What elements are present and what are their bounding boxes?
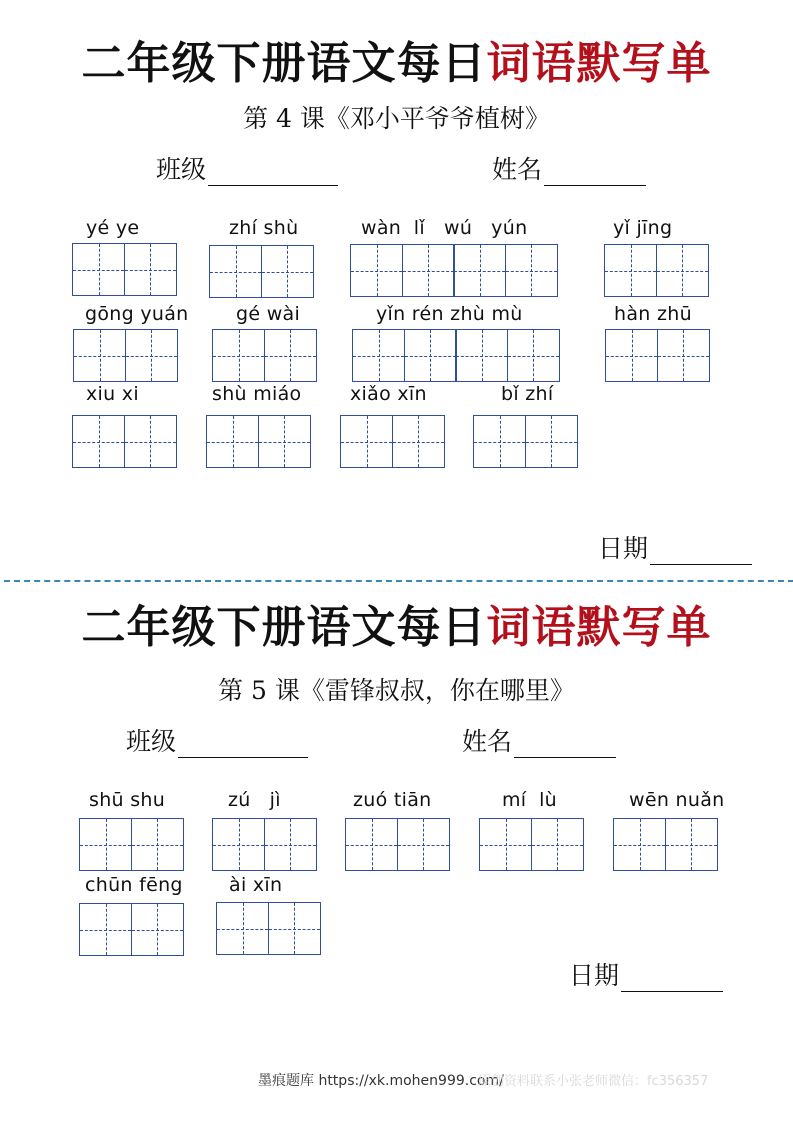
sheet2-title-red: 词语默写单 xyxy=(486,602,712,653)
grid-cell[interactable] xyxy=(402,244,455,297)
sheet1-writing-grid-9[interactable] xyxy=(72,415,177,468)
grid-cell[interactable] xyxy=(473,415,526,468)
sheet2-name-field xyxy=(462,726,616,758)
sheet1-writing-grid-3[interactable] xyxy=(350,244,558,297)
sheet2-name-label: 姓名 xyxy=(462,727,513,756)
grid-cell[interactable] xyxy=(212,329,265,382)
grid-cell[interactable] xyxy=(73,329,126,382)
sheet2-date-label: 日期 xyxy=(569,961,620,990)
sheet1-lesson-title: 第 4 课《邓小平爷爷植树》 xyxy=(243,104,550,133)
grid-cell[interactable] xyxy=(352,329,405,382)
grid-cell[interactable] xyxy=(79,818,132,871)
grid-cell[interactable] xyxy=(124,243,177,296)
grid-cell[interactable] xyxy=(340,415,393,468)
grid-cell[interactable] xyxy=(531,818,584,871)
grid-cell[interactable] xyxy=(505,244,558,297)
sheet2-title-black: 二年级下册语文每日 xyxy=(81,602,487,653)
grid-cell[interactable] xyxy=(131,903,184,956)
sheet1-class-label: 班级 xyxy=(156,155,207,184)
sheet2-class-line[interactable] xyxy=(178,731,308,758)
sheet2-writing-grid-1[interactable] xyxy=(79,818,184,871)
grid-cell[interactable] xyxy=(268,902,321,955)
sheet1-pinyin-6: gé wài xyxy=(236,303,301,325)
grid-cell[interactable] xyxy=(604,244,657,297)
grid-cell[interactable] xyxy=(404,329,457,382)
grid-cell[interactable] xyxy=(216,902,269,955)
sheet1-title xyxy=(0,36,793,92)
sheet1-pinyin-8: hàn zhū xyxy=(614,303,692,325)
sheet2-date-field xyxy=(569,960,723,992)
sheet2-pinyin-2: zú jì xyxy=(228,789,281,811)
footer-site: 墨痕题库 https://xk.mohen999.com/ xyxy=(258,1073,504,1089)
grid-cell[interactable] xyxy=(455,329,508,382)
sheet1-name-field xyxy=(492,154,646,186)
sheet2-writing-grid-5[interactable] xyxy=(613,818,718,871)
grid-cell[interactable] xyxy=(124,415,177,468)
sheet1-writing-grid-10[interactable] xyxy=(206,415,311,468)
grid-cell[interactable] xyxy=(212,818,265,871)
grid-cell[interactable] xyxy=(657,329,710,382)
footer-watermark: 原创资料联系小张老师微信：fc356357 xyxy=(478,1074,709,1089)
sheet1-writing-grid-12[interactable] xyxy=(473,415,578,468)
grid-cell[interactable] xyxy=(206,415,259,468)
grid-cell[interactable] xyxy=(131,818,184,871)
sheet2-pinyin-4: mí lù xyxy=(502,789,557,811)
grid-cell[interactable] xyxy=(613,818,666,871)
sheet1-writing-grid-1[interactable] xyxy=(72,243,177,296)
sheet2-pinyin-5: wēn nuǎn xyxy=(629,789,725,811)
sheet2-pinyin-3: zuó tiān xyxy=(353,789,432,811)
sheet1-date-field xyxy=(598,533,752,565)
grid-cell[interactable] xyxy=(72,415,125,468)
sheet2-class-label: 班级 xyxy=(126,727,177,756)
grid-cell[interactable] xyxy=(209,245,262,298)
sheet1-writing-grid-4[interactable] xyxy=(604,244,709,297)
sheet2-pinyin-6: chūn fēng xyxy=(85,874,183,896)
grid-cell[interactable] xyxy=(264,818,317,871)
grid-cell[interactable] xyxy=(507,329,560,382)
sheet2-writing-grid-4[interactable] xyxy=(479,818,584,871)
grid-cell[interactable] xyxy=(605,329,658,382)
sheet1-pinyin-7: yǐn rén zhù mù xyxy=(376,303,523,325)
sheet1-pinyin-12: bǐ zhí xyxy=(501,383,554,405)
grid-cell[interactable] xyxy=(479,818,532,871)
sheet2-writing-grid-2[interactable] xyxy=(212,818,317,871)
grid-cell[interactable] xyxy=(345,818,398,871)
grid-cell[interactable] xyxy=(264,329,317,382)
sheet2-pinyin-1: shū shu xyxy=(89,789,166,811)
sheet1-title-red: 词语默写单 xyxy=(486,38,712,89)
sheet1-writing-grid-6[interactable] xyxy=(212,329,317,382)
sheet1-name-label: 姓名 xyxy=(492,155,543,184)
sheet2-date-line[interactable] xyxy=(621,965,723,992)
sheet1-date-line[interactable] xyxy=(650,538,752,565)
grid-cell[interactable] xyxy=(258,415,311,468)
grid-cell[interactable] xyxy=(261,245,314,298)
sheet1-pinyin-5: gōng yuán xyxy=(85,303,189,325)
sheet1-pinyin-10: shù miáo xyxy=(212,383,302,405)
sheet1-writing-grid-11[interactable] xyxy=(340,415,445,468)
cut-divider xyxy=(4,580,793,582)
grid-cell[interactable] xyxy=(72,243,125,296)
sheet2-writing-grid-3[interactable] xyxy=(345,818,450,871)
grid-cell[interactable] xyxy=(392,415,445,468)
sheet2-lesson-title: 第 5 课《雷锋叔叔，你在哪里》 xyxy=(218,676,575,705)
sheet1-class-line[interactable] xyxy=(208,159,338,186)
sheet2-name-line[interactable] xyxy=(514,731,616,758)
sheet1-pinyin-2: zhí shù xyxy=(229,217,299,239)
sheet2-writing-grid-7[interactable] xyxy=(216,902,321,955)
grid-cell[interactable] xyxy=(125,329,178,382)
sheet1-date-label: 日期 xyxy=(598,534,649,563)
grid-cell[interactable] xyxy=(350,244,403,297)
grid-cell[interactable] xyxy=(665,818,718,871)
sheet1-writing-grid-8[interactable] xyxy=(605,329,710,382)
sheet1-class-field xyxy=(156,154,338,186)
sheet1-pinyin-3: wàn lǐ wú yún xyxy=(361,217,528,239)
grid-cell[interactable] xyxy=(656,244,709,297)
sheet2-pinyin-7: ài xīn xyxy=(229,874,283,896)
sheet1-pinyin-1: yé ye xyxy=(86,217,140,239)
sheet1-writing-grid-2[interactable] xyxy=(209,245,314,298)
sheet1-pinyin-9: xiu xi xyxy=(86,383,139,405)
grid-cell[interactable] xyxy=(397,818,450,871)
sheet1-writing-grid-5[interactable] xyxy=(73,329,178,382)
sheet1-pinyin-11: xiǎo xīn xyxy=(350,383,427,405)
grid-cell[interactable] xyxy=(525,415,578,468)
sheet1-pinyin-4: yǐ jīng xyxy=(613,217,673,239)
grid-cell[interactable] xyxy=(79,903,132,956)
sheet2-writing-grid-6[interactable] xyxy=(79,903,184,956)
sheet1-name-line[interactable] xyxy=(544,159,646,186)
sheet1-writing-grid-7[interactable] xyxy=(352,329,560,382)
sheet1-title-black: 二年级下册语文每日 xyxy=(81,38,487,89)
sheet2-title xyxy=(0,600,793,656)
grid-cell[interactable] xyxy=(453,244,506,297)
sheet2-class-field xyxy=(126,726,308,758)
